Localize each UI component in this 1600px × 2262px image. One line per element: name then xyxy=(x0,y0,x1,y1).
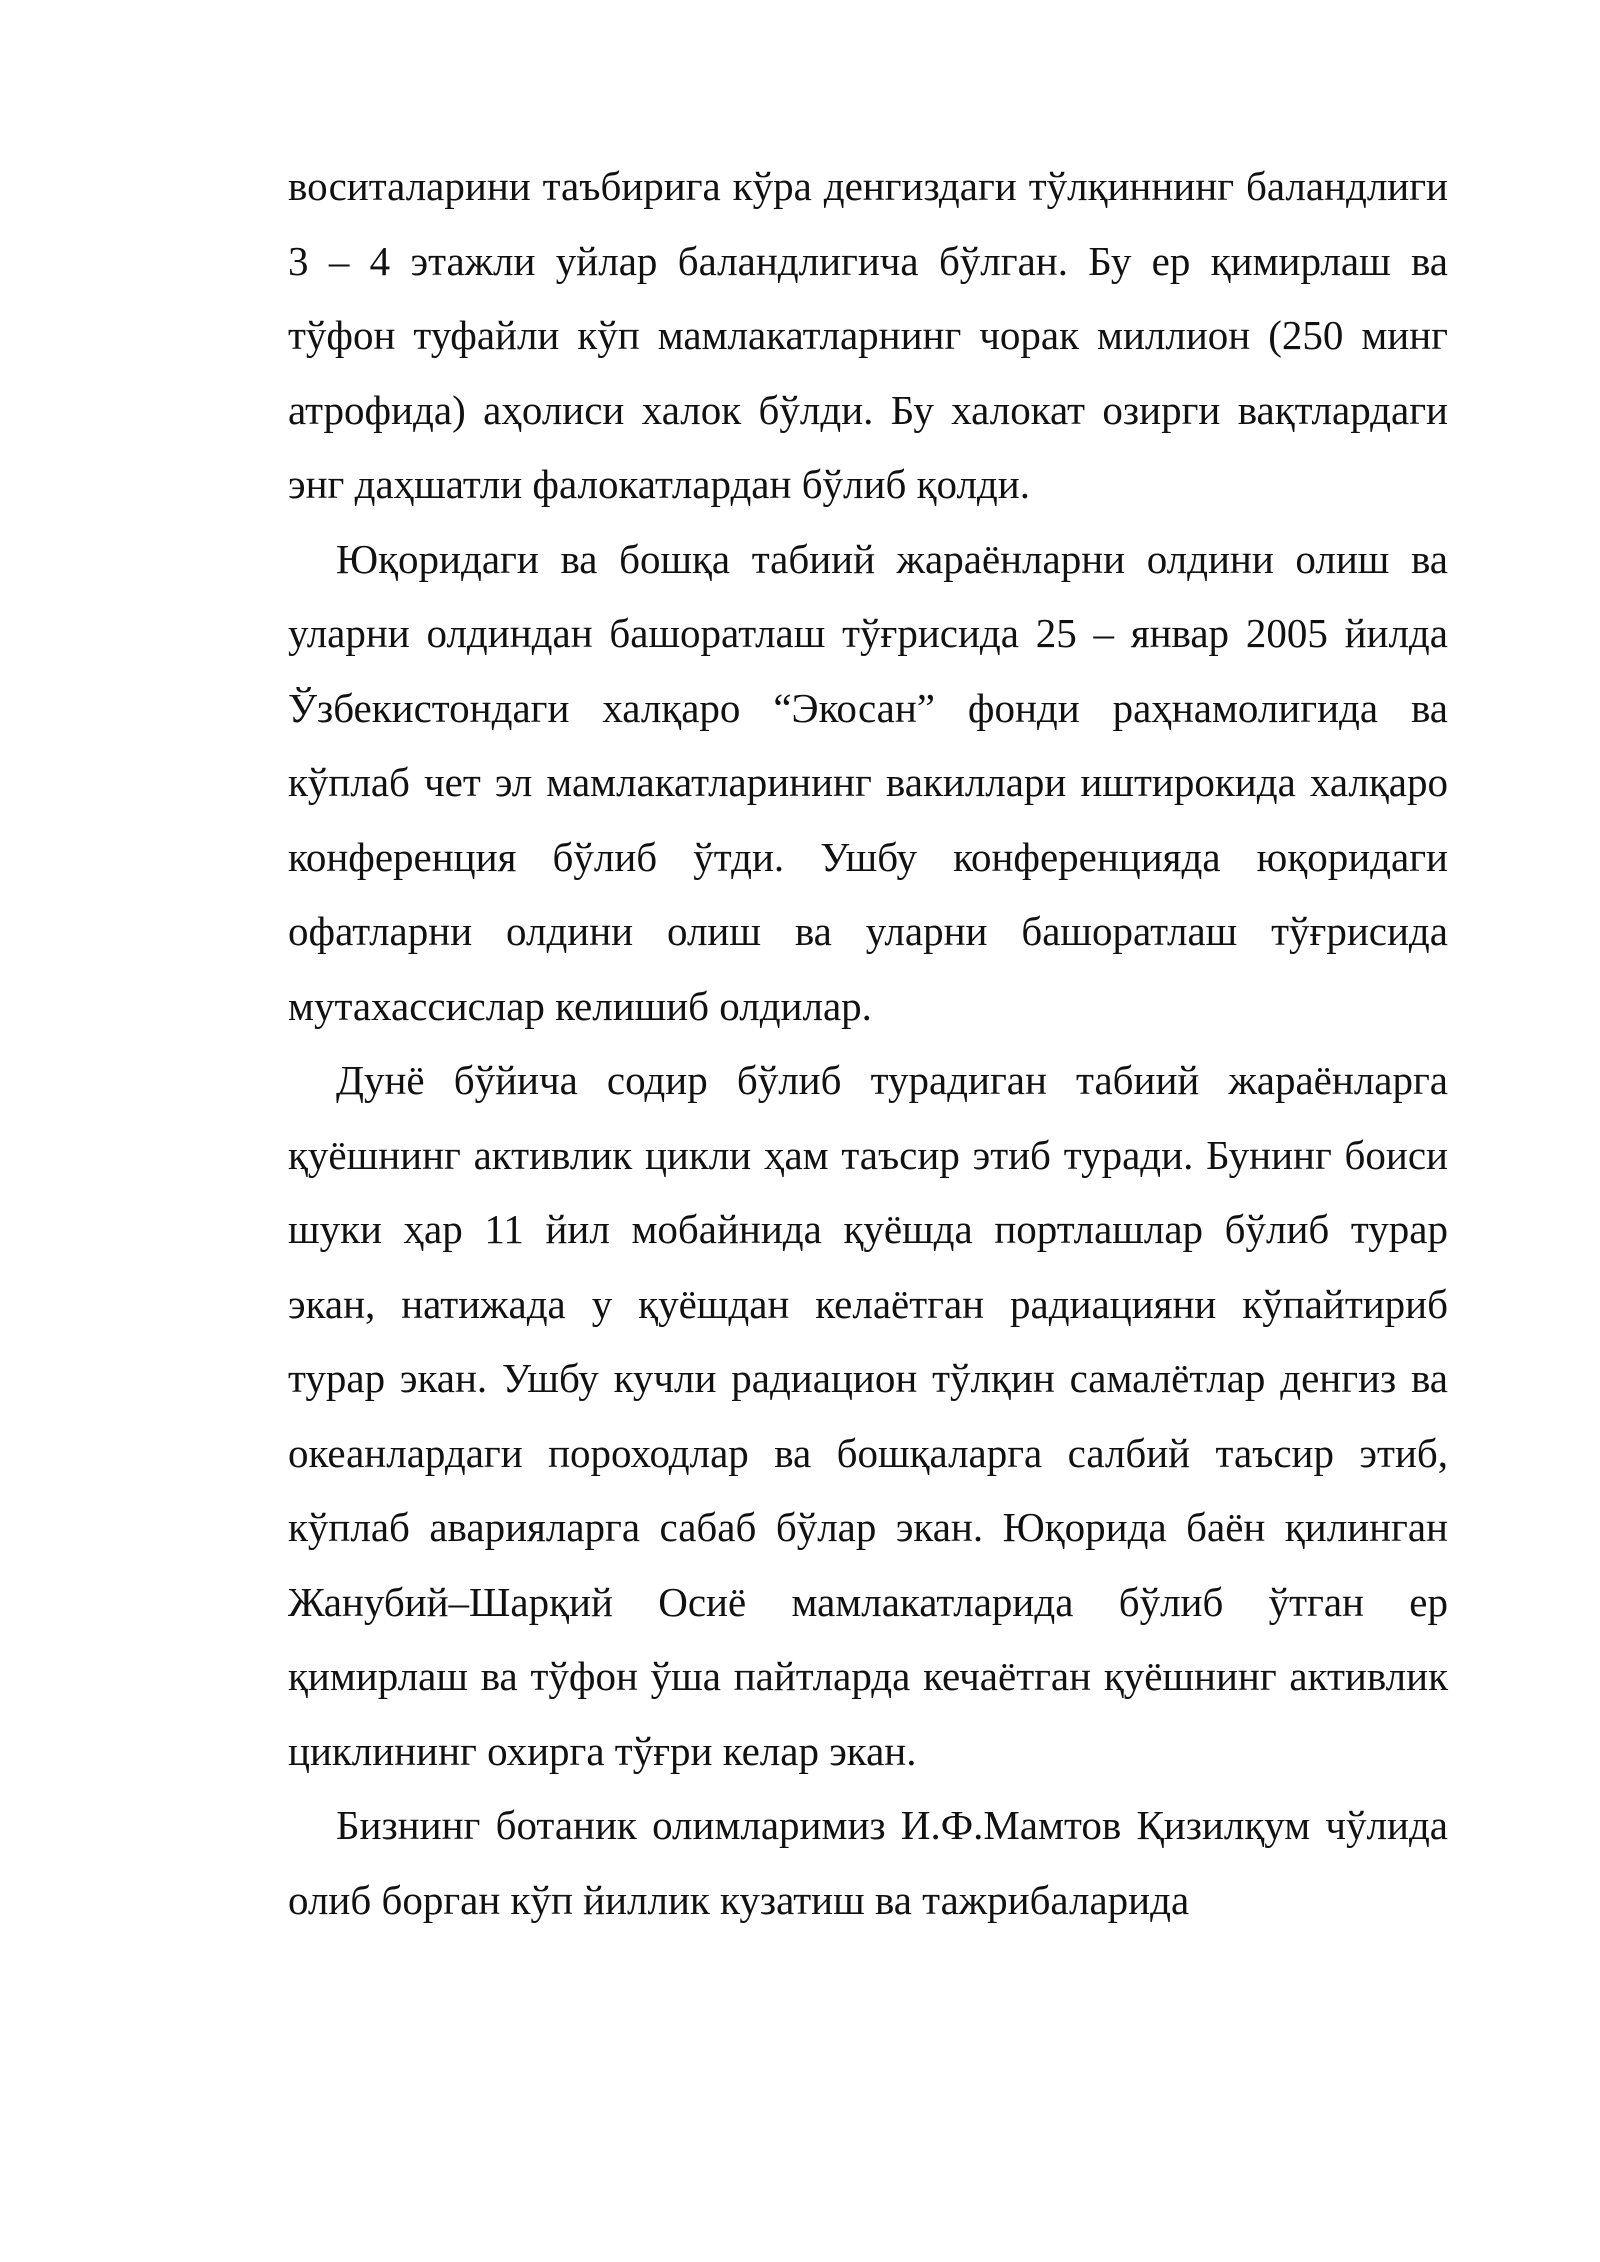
paragraph-3: Дунё бўйича содир бўлиб турадиган табиий жараёнларга қуёшнинг активлик цикли ҳам таъсир этиб туради. Бунинг боиси шуки ҳар 11 йил мобайнида қуёшда портлашлар бўлиб турар экан, натижада у қуёшдан келаётган радиацияни кўпайтириб турар экан. Ушбу кучли радиацион тўлқин самалётлар денгиз ва океанлардаги пороходлар ва бошқаларга салбий таъсир этиб, кўплаб аварияларга сабаб бўлар экан. Юқорида баён қилинган Жанубий–Шарқий Осиё мамлакатларида бўлиб ўтган ер қимирлаш ва тўфон ўша пайтларда кечаётган қуёшнинг активлик циклининг охирга тўғри келар экан. xyxy=(288,1057,1448,1774)
paragraph-1: воситаларини таъбирига кўра денгиздаги тўлқиннинг баландлиги 3 – 4 этажли уйлар баландлигича бўлган. Бу ер қимирлаш ва тўфон туфайли кўп мамлакатларнинг чорак миллион (250 минг атрофида) аҳолиси халок бўлди. Бу халокат озирги вақтлардаги энг даҳшатли фалокатлардан бўлиб қолди. xyxy=(288,163,1448,507)
paragraph-4: Бизнинг ботаник олимларимиз И.Ф.Мамтов Қизилқум чўлида олиб борган кўп йиллик кузатиш ва тажрибаларида xyxy=(288,1802,1448,1923)
body-text xyxy=(288,149,1448,1937)
paragraph-2: Юқоридаги ва бошқа табиий жараёнларни олдини олиш ва уларни олдиндан башоратлаш тўғрисида 25 – январ 2005 йилда Ўзбекистондаги халқаро “Экосан” фонди раҳнамолигида ва кўплаб чет эл мамлакатларининг вакиллари иштирокида халқаро конференция бўлиб ўтди. Ушбу конференцияда юқоридаги офатларни олдини олиш ва уларни башоратлаш тўғрисида мутахассислар келишиб олдилар. xyxy=(288,535,1448,1029)
